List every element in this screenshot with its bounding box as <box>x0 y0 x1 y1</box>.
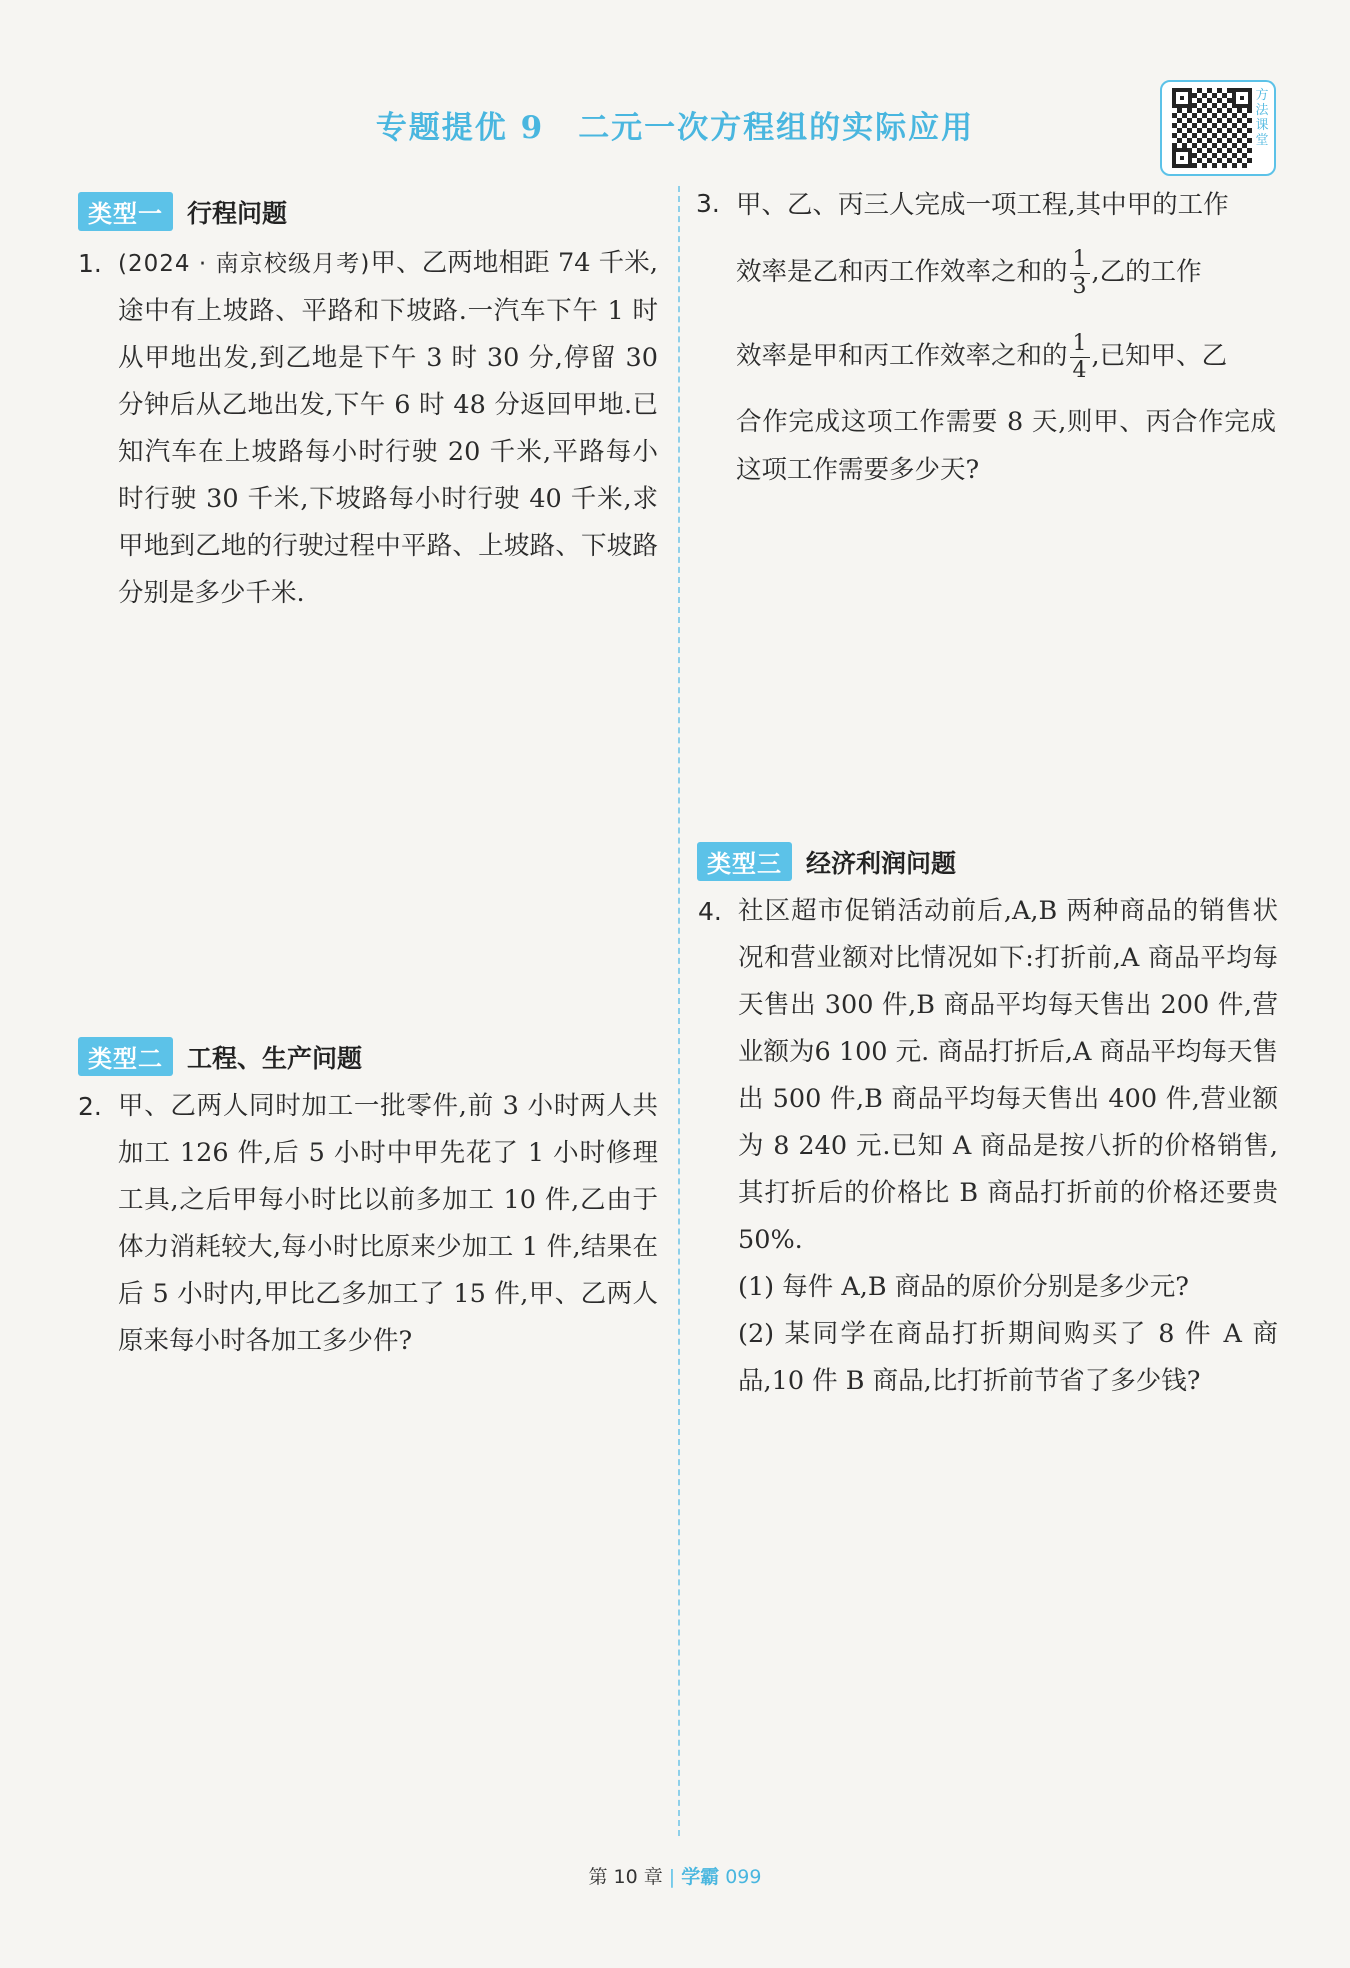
fraction-numerator: 1 <box>1070 247 1090 274</box>
fraction-denominator: 4 <box>1072 357 1087 383</box>
problem-line: ,乙的工作 <box>1091 257 1202 287</box>
problem-line: 效率是甲和丙工作效率之和的 <box>736 341 1068 371</box>
problem-text: 甲、乙两地相距 74 千米,途中有上坡路、平路和下坡路.一汽车下午 1 时从甲地出发,到乙地是下午 3 时 30 分,停留 30 分钟后从乙地出发,下午 6 时 48 分返回甲地.已知汽车在上坡路每小时行驶 20 千米,平路每小时行驶 30 千米,下坡路每小时行驶 40 千米,求甲地到乙地的行驶过程中平路、上坡路、下坡路分别是多少千米. <box>118 248 658 608</box>
problem-line: 合作完成这项工作需要 8 天,则甲、丙合作完成这项工作需要多少天? <box>736 407 1276 485</box>
fraction-denominator: 3 <box>1072 273 1087 299</box>
chapter-label: 第 10 章 <box>588 1866 663 1888</box>
fraction-numerator: 1 <box>1070 331 1090 358</box>
fraction <box>1070 331 1090 384</box>
section-header-1 <box>78 192 287 231</box>
problem-number: 4. <box>698 897 722 926</box>
section-title: 经济利润问题 <box>806 848 957 878</box>
problem-source: (2024 · 南京校级月考) <box>118 251 371 277</box>
title-part2: 二元一次方程组的实际应用 <box>578 110 975 146</box>
section-badge: 类型三 <box>697 842 792 881</box>
page-footer <box>0 1862 1350 1889</box>
problem-number: 1. <box>78 249 102 278</box>
problem-line: ,已知甲、乙 <box>1091 341 1228 371</box>
problem-2 <box>78 1083 658 1365</box>
section-title: 行程问题 <box>187 198 288 228</box>
title-part1: 专题提优 9 <box>375 110 545 146</box>
section-header-2 <box>78 1037 362 1076</box>
qr-label: 方法课堂 <box>1255 88 1269 148</box>
brand-label: 学霸 <box>681 1866 720 1888</box>
section-title: 工程、生产问题 <box>187 1043 363 1073</box>
sub-question-2: (2) 某同学在商品打折期间购买了 8 件 A 商品,10 件 B 商品,比打折前节省了多少钱? <box>738 1319 1278 1396</box>
sub-question-1: (1) 每件 A,B 商品的原价分别是多少元? <box>738 1272 1189 1302</box>
section-badge: 类型二 <box>78 1037 173 1076</box>
problem-3 <box>696 180 1276 494</box>
problem-text: 甲、乙两人同时加工一批零件,前 3 小时两人共加工 126 件,后 5 小时中甲先花了 1 小时修理工具,之后甲每小时比以前多加工 10 件,乙由于体力消耗较大,每小时比原来少加工 1 件,结果在后 5 小时内,甲比乙多加工了 15 件,甲、乙两人原来每小时各加工多少件? <box>118 1091 658 1356</box>
problem-1 <box>78 240 658 617</box>
section-badge: 类型一 <box>78 192 173 231</box>
problem-number: 3. <box>696 189 720 218</box>
footer-separator: | <box>668 1866 676 1888</box>
column-divider <box>678 186 680 1836</box>
section-header-3 <box>697 842 956 881</box>
problem-text: 社区超市促销活动前后,A,B 两种商品的销售状况和营业额对比情况如下:打折前,A 商品平均每天售出 300 件,B 商品平均每天售出 200 件,营业额为6 100 元. 商品打折后,A 商品平均每天售出 500 件,B 商品平均每天售出 400 件,营业额为 8 240 元.已知 A 商品是按八折的价格销售,其打折后的价格比 B 商品打折前的价格还要贵 50%. <box>738 896 1278 1255</box>
problem-line: 甲、乙、丙三人完成一项工程,其中甲的工作 <box>736 190 1229 220</box>
qr-code-box[interactable] <box>1160 80 1276 176</box>
problem-4 <box>698 888 1278 1405</box>
page-title <box>0 102 1350 147</box>
fraction <box>1070 247 1090 300</box>
qr-code-icon <box>1172 88 1252 168</box>
problem-line: 效率是乙和丙工作效率之和的 <box>736 257 1068 287</box>
problem-number: 2. <box>78 1092 102 1121</box>
page-number: 099 <box>725 1866 762 1888</box>
